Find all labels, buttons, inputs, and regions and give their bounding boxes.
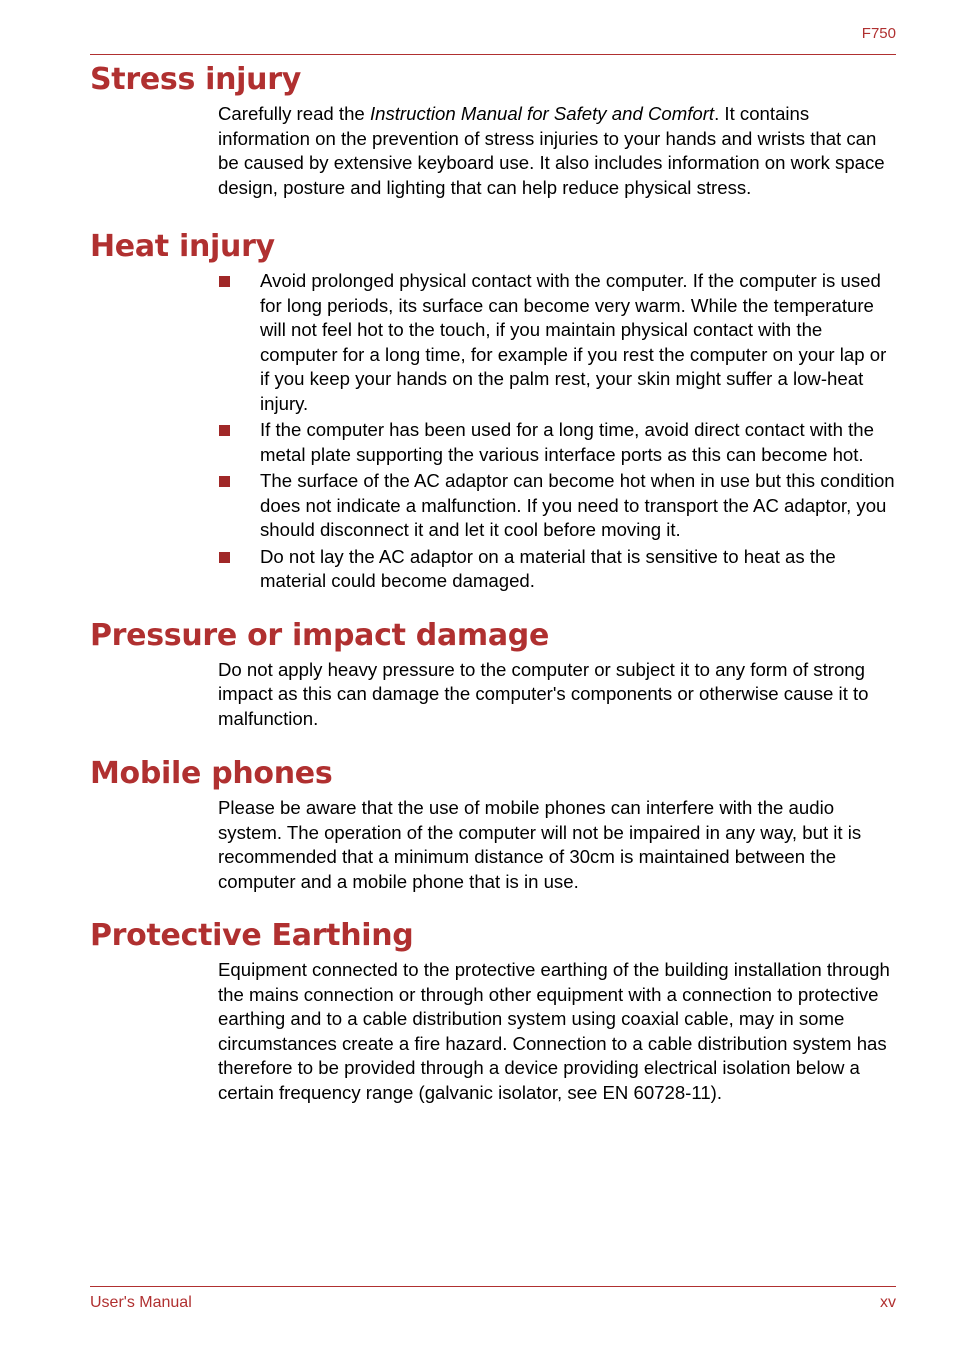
list-item-text: Do not lay the AC adaptor on a material that is sensitive to heat as the material could become damaged. <box>260 545 836 591</box>
section-body-stress-injury <box>218 102 896 200</box>
list-item-text: The surface of the AC adaptor can become hot when in use but this condition does not indicate a malfunction. If you need to transport the AC adaptor, you should disconnect it and let it cool before moving it. <box>260 470 895 540</box>
footer-manual-label: User's Manual <box>90 1294 192 1311</box>
page-content <box>90 58 896 1128</box>
section-protective-earthing <box>90 914 896 1105</box>
paragraph: Equipment connected to the protective earthing of the building installation through the mains connection or through other equipment with a connection to protective earthing and to a cable distribution system using coaxial cable, may in some circumstances create a fire hazard. Connection to a cable distribution system has therefore to be provided through a device providing electrical isolation below a certain frequency range (galvanic isolator, see EN 60728-11). <box>218 959 890 1103</box>
header-rule <box>90 54 896 55</box>
list-item-text: Avoid prolonged physical contact with the computer. If the computer is used for long periods, its surface can become very warm. While the temperature will not feel hot to the touch, if you maintain physical contact with the computer for a long time, for example if you rest the computer on your lap or if you keep your hands on the palm rest, your skin might suffer a low-heat injury. <box>260 270 887 414</box>
footer-rule <box>90 1286 896 1287</box>
manual-title-italic: Instruction Manual for Safety and Comfort <box>369 103 715 124</box>
page-number: xv <box>880 1294 896 1311</box>
section-pressure-damage <box>90 614 896 732</box>
heat-bullet-list <box>218 269 896 594</box>
square-bullet-icon <box>219 552 230 563</box>
section-heat-injury <box>90 225 896 594</box>
square-bullet-icon <box>219 425 230 436</box>
section-title-mobile-phones: Mobile phones <box>90 756 333 791</box>
section-body-mobile-phones <box>218 796 896 894</box>
section-title-heat-injury: Heat injury <box>90 229 275 264</box>
section-title-protective-earthing: Protective Earthing <box>90 918 414 953</box>
section-mobile-phones <box>90 752 896 894</box>
square-bullet-icon <box>219 476 230 487</box>
section-title-pressure-damage: Pressure or impact damage <box>90 617 550 653</box>
list-item <box>218 269 896 416</box>
section-title-stress-injury: Stress injury <box>90 62 301 97</box>
section-stress-injury <box>90 58 896 200</box>
square-bullet-icon <box>219 276 230 287</box>
paragraph: Do not apply heavy pressure to the computer or subject it to any form of strong impact as this can damage the computer's components or otherwise cause it to malfunction. <box>218 658 869 729</box>
section-body-protective-earthing <box>218 958 896 1105</box>
header-model-label: F750 <box>861 25 896 42</box>
text-run: . It contains information on the prevention of stress injuries to your hands and wrists that can be caused by extensive keyboard use. It also includes information on work space design, posture and lighting that can help reduce physical stress. <box>218 103 885 198</box>
section-body-pressure-damage <box>218 658 896 732</box>
paragraph <box>218 102 896 200</box>
list-item <box>218 545 896 594</box>
list-item <box>218 469 896 543</box>
paragraph: Please be aware that the use of mobile phones can interfere with the audio system. The operation of the computer will not be impaired in any way, but it is recommended that a minimum distance of 30cm is maintained between the computer and a mobile phone that is in use. <box>218 797 862 892</box>
text-run: Carefully read the <box>218 103 370 124</box>
list-item <box>218 418 896 467</box>
list-item-text: If the computer has been used for a long time, avoid direct contact with the metal plate supporting the various interface ports as this can become hot. <box>260 419 874 465</box>
